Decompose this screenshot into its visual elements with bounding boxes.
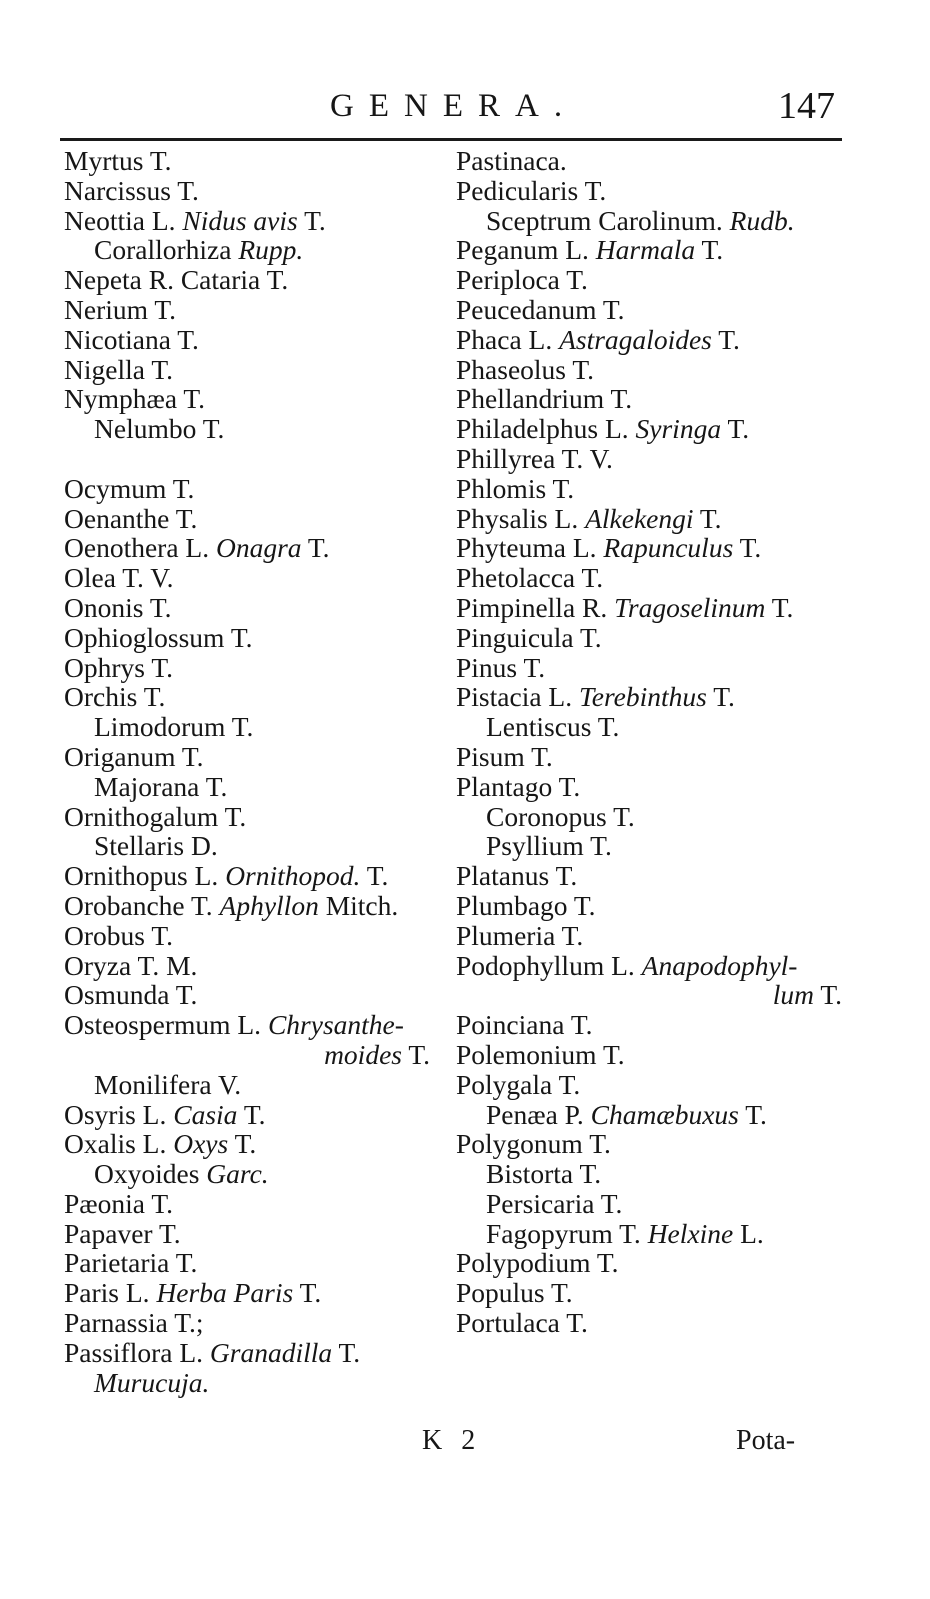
genus-entry xyxy=(456,682,856,712)
genus-entry xyxy=(64,1070,444,1100)
entry-text: Penæa P. xyxy=(486,1098,591,1130)
entry-text: Plumeria T. xyxy=(456,919,584,951)
genus-entry xyxy=(456,653,856,683)
entry-text: Persicaria T. xyxy=(486,1187,623,1219)
genus-entry xyxy=(456,1070,856,1100)
entry-text: Fagopyrum T. xyxy=(486,1217,648,1249)
genus-entry xyxy=(64,1189,444,1219)
genus-entry xyxy=(64,563,444,593)
genus-entry xyxy=(64,235,444,265)
entry-text: Philadelphus L. xyxy=(456,413,636,445)
entry-synonym: Harmala xyxy=(595,234,696,266)
genus-entry xyxy=(64,1159,444,1189)
entry-text: Oenothera L. xyxy=(64,532,216,564)
entry-authority: T. xyxy=(711,323,740,355)
genus-entry xyxy=(456,1100,856,1130)
entry-text: Nelumbo T. xyxy=(94,413,225,445)
genus-entry xyxy=(456,831,856,861)
entry-authority: T. xyxy=(297,204,326,236)
entry-synonym: Anapodophyl- xyxy=(641,949,798,981)
genus-entry xyxy=(456,1189,856,1219)
entry-text: Nymphæa T. xyxy=(64,383,206,415)
genus-entry xyxy=(456,593,856,623)
genus-entry xyxy=(64,504,444,534)
genus-entry xyxy=(64,623,444,653)
genus-entry xyxy=(456,1040,856,1070)
genus-entry xyxy=(64,593,444,623)
genus-entry xyxy=(456,563,856,593)
entry-text: Orobus T. xyxy=(64,919,173,951)
genus-entry xyxy=(456,1248,856,1278)
entry-synonym: Murucuja. xyxy=(94,1366,210,1398)
entry-synonym: Terebinthus xyxy=(578,681,707,713)
entry-synonym: Onagra xyxy=(215,532,302,564)
entry-text: Oxyoides xyxy=(94,1158,207,1190)
entry-authority: T. xyxy=(228,1128,257,1160)
signature-mark: K 2 xyxy=(422,1425,482,1456)
entry-text: Papaver T. xyxy=(64,1217,181,1249)
entry-text: Ocymum T. xyxy=(64,472,195,504)
entry-synonym: Rapunculus xyxy=(603,532,734,564)
entry-text: Passiflora L. xyxy=(64,1336,210,1368)
entry-text: Neottia L. xyxy=(64,204,183,236)
genus-entry xyxy=(64,682,444,712)
entry-authority: Mitch. xyxy=(318,889,399,921)
genus-entry xyxy=(64,802,444,832)
entry-synonym: lum xyxy=(772,979,814,1011)
genus-entry xyxy=(64,1219,444,1249)
entry-text: Parnassia T.; xyxy=(64,1307,204,1339)
entry-text: Monilifera V. xyxy=(94,1068,242,1100)
entry-text: Phellandrium T. xyxy=(456,383,633,415)
genus-entry xyxy=(64,355,444,385)
genus-entry xyxy=(456,295,856,325)
entry-authority: T. xyxy=(301,532,330,564)
entry-synonym: Aphyllon xyxy=(219,889,319,921)
genus-entry xyxy=(456,1129,856,1159)
genus-entry xyxy=(456,861,856,891)
entry-text: Oxalis L. xyxy=(64,1128,174,1160)
genus-entry xyxy=(64,325,444,355)
entry-synonym: Alkekengi xyxy=(585,502,694,534)
genus-entry xyxy=(64,772,444,802)
entry-text: Ophioglossum T. xyxy=(64,621,253,653)
entry-synonym: Rupp. xyxy=(238,234,304,266)
genus-entry xyxy=(456,772,856,802)
entry-text: Poinciana T. xyxy=(456,1009,593,1041)
entry-synonym: Oxys xyxy=(173,1128,229,1160)
entry-text: Pimpinella R. xyxy=(456,591,615,623)
entry-authority: T. xyxy=(293,1277,322,1309)
entry-authority: T. xyxy=(721,413,750,445)
genus-entry xyxy=(64,742,444,772)
entry-text: Pæonia T. xyxy=(64,1187,173,1219)
genus-entry xyxy=(64,980,444,1010)
entry-synonym: Tragoselinum xyxy=(614,591,766,623)
entry-synonym: moides xyxy=(324,1038,402,1070)
entry-text: Corallorhiza xyxy=(94,234,239,266)
genus-entry xyxy=(64,712,444,742)
entry-text: Peganum L. xyxy=(456,234,596,266)
entry-synonym: Chamæbuxus xyxy=(590,1098,739,1130)
genus-entry xyxy=(456,206,856,236)
entry-text: Oenanthe T. xyxy=(64,502,198,534)
entry-text: Osyris L. xyxy=(64,1098,174,1130)
entry-text: Periploca T. xyxy=(456,264,588,296)
entry-text: Orchis T. xyxy=(64,681,166,713)
entry-text: Lentiscus T. xyxy=(486,711,620,743)
entry-authority: T. xyxy=(706,681,735,713)
entry-text: Parietaria T. xyxy=(64,1247,198,1279)
entry-authority: T. xyxy=(401,1038,430,1070)
entry-text: Nerium T. xyxy=(64,293,177,325)
genus-entry xyxy=(456,504,856,534)
entry-synonym: Herba Paris xyxy=(156,1277,294,1309)
entry-authority: T. xyxy=(332,1336,361,1368)
genus-entry xyxy=(64,1338,444,1368)
entry-text: Platanus T. xyxy=(456,860,578,892)
right-genera-column xyxy=(456,146,856,1338)
genus-entry xyxy=(64,176,444,206)
genus-entry xyxy=(64,951,444,981)
entry-text: Plumbago T. xyxy=(456,889,596,921)
entry-text: Olea T. V. xyxy=(64,562,174,594)
genus-entry xyxy=(64,206,444,236)
genus-entry xyxy=(64,1100,444,1130)
entry-synonym: Astragaloides xyxy=(559,323,712,355)
genus-entry xyxy=(456,533,856,563)
entry-authority: T. xyxy=(360,860,389,892)
entry-text: Stellaris D. xyxy=(94,830,218,862)
entry-text: Phyteuma L. xyxy=(456,532,604,564)
entry-text: Peucedanum T. xyxy=(456,293,625,325)
entry-text: Plantago T. xyxy=(456,770,581,802)
entry-synonym: Nidus avis xyxy=(182,204,298,236)
entry-text: Pedicularis T. xyxy=(456,174,607,206)
entry-authority: T. xyxy=(693,502,722,534)
entry-authority: T. xyxy=(733,532,762,564)
entry-text: Podophyllum L. xyxy=(456,949,642,981)
entry-synonym: Helxine xyxy=(647,1217,734,1249)
genus-entry xyxy=(456,414,856,444)
entry-text: Ophrys T. xyxy=(64,651,173,683)
genus-entry xyxy=(456,265,856,295)
entry-text: Phaca L. xyxy=(456,323,560,355)
entry-text: Pisum T. xyxy=(456,740,553,772)
genus-entry xyxy=(64,1129,444,1159)
entry-authority: L. xyxy=(733,1217,764,1249)
entry-text: Polygala T. xyxy=(456,1068,581,1100)
entry-text: Phaseolus T. xyxy=(456,353,595,385)
entry-text: Limodorum T. xyxy=(94,711,254,743)
genus-entry xyxy=(456,355,856,385)
entry-text: Osteospermum L. xyxy=(64,1009,268,1041)
left-genera-column xyxy=(64,146,444,1397)
genus-entry xyxy=(64,1010,444,1040)
entry-text: Bistorta T. xyxy=(486,1158,602,1190)
entry-synonym: Ornithopod. xyxy=(225,860,361,892)
entry-text: Sceptrum Carolinum. xyxy=(486,204,730,236)
genus-entry xyxy=(456,384,856,414)
genus-entry xyxy=(64,474,444,504)
genus-entry xyxy=(64,861,444,891)
genus-entry xyxy=(456,1219,856,1249)
genus-entry xyxy=(456,980,856,1010)
entry-text: Pistacia L. xyxy=(456,681,579,713)
entry-text: Oryza T. M. xyxy=(64,949,198,981)
genus-entry xyxy=(456,1278,856,1308)
genus-entry xyxy=(456,921,856,951)
genus-entry xyxy=(456,623,856,653)
entry-text: Orobanche T. xyxy=(64,889,220,921)
genus-entry xyxy=(456,235,856,265)
entry-authority: T. xyxy=(813,979,842,1011)
entry-text: Polygonum T. xyxy=(456,1128,611,1160)
entry-text: Phlomis T. xyxy=(456,472,575,504)
entry-text: Ononis T. xyxy=(64,591,172,623)
entry-text: Nicotiana T. xyxy=(64,323,199,355)
entry-text: Phillyrea T. V. xyxy=(456,442,613,474)
genus-entry xyxy=(64,831,444,861)
entry-text: Paris L. xyxy=(64,1277,157,1309)
entry-text: Nepeta R. Cataria T. xyxy=(64,264,289,296)
entry-text: Coronopus T. xyxy=(486,800,635,832)
entry-authority: T. xyxy=(765,591,794,623)
genus-entry xyxy=(64,295,444,325)
entry-text: Physalis L. xyxy=(456,502,586,534)
genus-entry xyxy=(64,653,444,683)
running-title: GENERA. xyxy=(330,88,578,124)
entry-synonym: Garc. xyxy=(206,1158,269,1190)
genus-entry xyxy=(456,146,856,176)
genus-entry xyxy=(64,533,444,563)
genus-entry xyxy=(456,712,856,742)
entry-text: Majorana T. xyxy=(94,770,228,802)
genus-entry xyxy=(64,146,444,176)
genus-entry xyxy=(456,742,856,772)
entry-text: Pinguicula T. xyxy=(456,621,602,653)
entry-authority: T. xyxy=(237,1098,266,1130)
genus-entry xyxy=(64,891,444,921)
genus-entry xyxy=(64,1278,444,1308)
entry-authority: T. xyxy=(738,1098,767,1130)
entry-text: Myrtus T. xyxy=(64,145,172,176)
entry-text: Polypodium T. xyxy=(456,1247,619,1279)
entry-synonym: Casia xyxy=(173,1098,238,1130)
genus-entry xyxy=(64,1308,444,1338)
genus-entry xyxy=(456,176,856,206)
entry-text: Phetolacca T. xyxy=(456,562,604,594)
entry-text: Osmunda T. xyxy=(64,979,198,1011)
genus-entry xyxy=(456,1159,856,1189)
genus-entry xyxy=(64,921,444,951)
entry-synonym: Chrysanthe- xyxy=(267,1009,404,1041)
entry-synonym: Granadilla xyxy=(209,1336,333,1368)
page-number: 147 xyxy=(778,85,835,127)
genus-entry xyxy=(456,951,856,981)
genus-entry xyxy=(456,802,856,832)
genus-entry xyxy=(64,265,444,295)
genus-entry xyxy=(456,1308,856,1338)
entry-synonym: Rudb. xyxy=(729,204,795,236)
genus-entry xyxy=(64,384,444,414)
genus-entry xyxy=(456,1010,856,1040)
entry-text: Portulaca T. xyxy=(456,1307,588,1339)
entry-text: Pastinaca. xyxy=(456,145,567,176)
genus-entry xyxy=(456,891,856,921)
entry-text: Pinus T. xyxy=(456,651,546,683)
entry-text: Psyllium T. xyxy=(486,830,612,862)
genus-entry xyxy=(456,474,856,504)
genus-entry xyxy=(64,444,444,474)
catchword: Pota- xyxy=(736,1425,796,1456)
genus-entry xyxy=(456,325,856,355)
genus-entry xyxy=(64,1248,444,1278)
entry-text: Populus T. xyxy=(456,1277,573,1309)
entry-authority: T. xyxy=(695,234,724,266)
entry-text: Ornithogalum T. xyxy=(64,800,247,832)
entry-text: Narcissus T. xyxy=(64,174,199,206)
genus-entry xyxy=(64,1368,444,1398)
entry-text: Polemonium T. xyxy=(456,1038,625,1070)
entry-text: Nigella T. xyxy=(64,353,173,385)
entry-text: Ornithopus L. xyxy=(64,860,226,892)
genus-entry xyxy=(456,444,856,474)
genus-entry xyxy=(64,1040,444,1070)
entry-text: Origanum T. xyxy=(64,740,204,772)
header-rule xyxy=(60,138,842,141)
entry-synonym: Syringa xyxy=(635,413,722,445)
genus-entry xyxy=(64,414,444,444)
